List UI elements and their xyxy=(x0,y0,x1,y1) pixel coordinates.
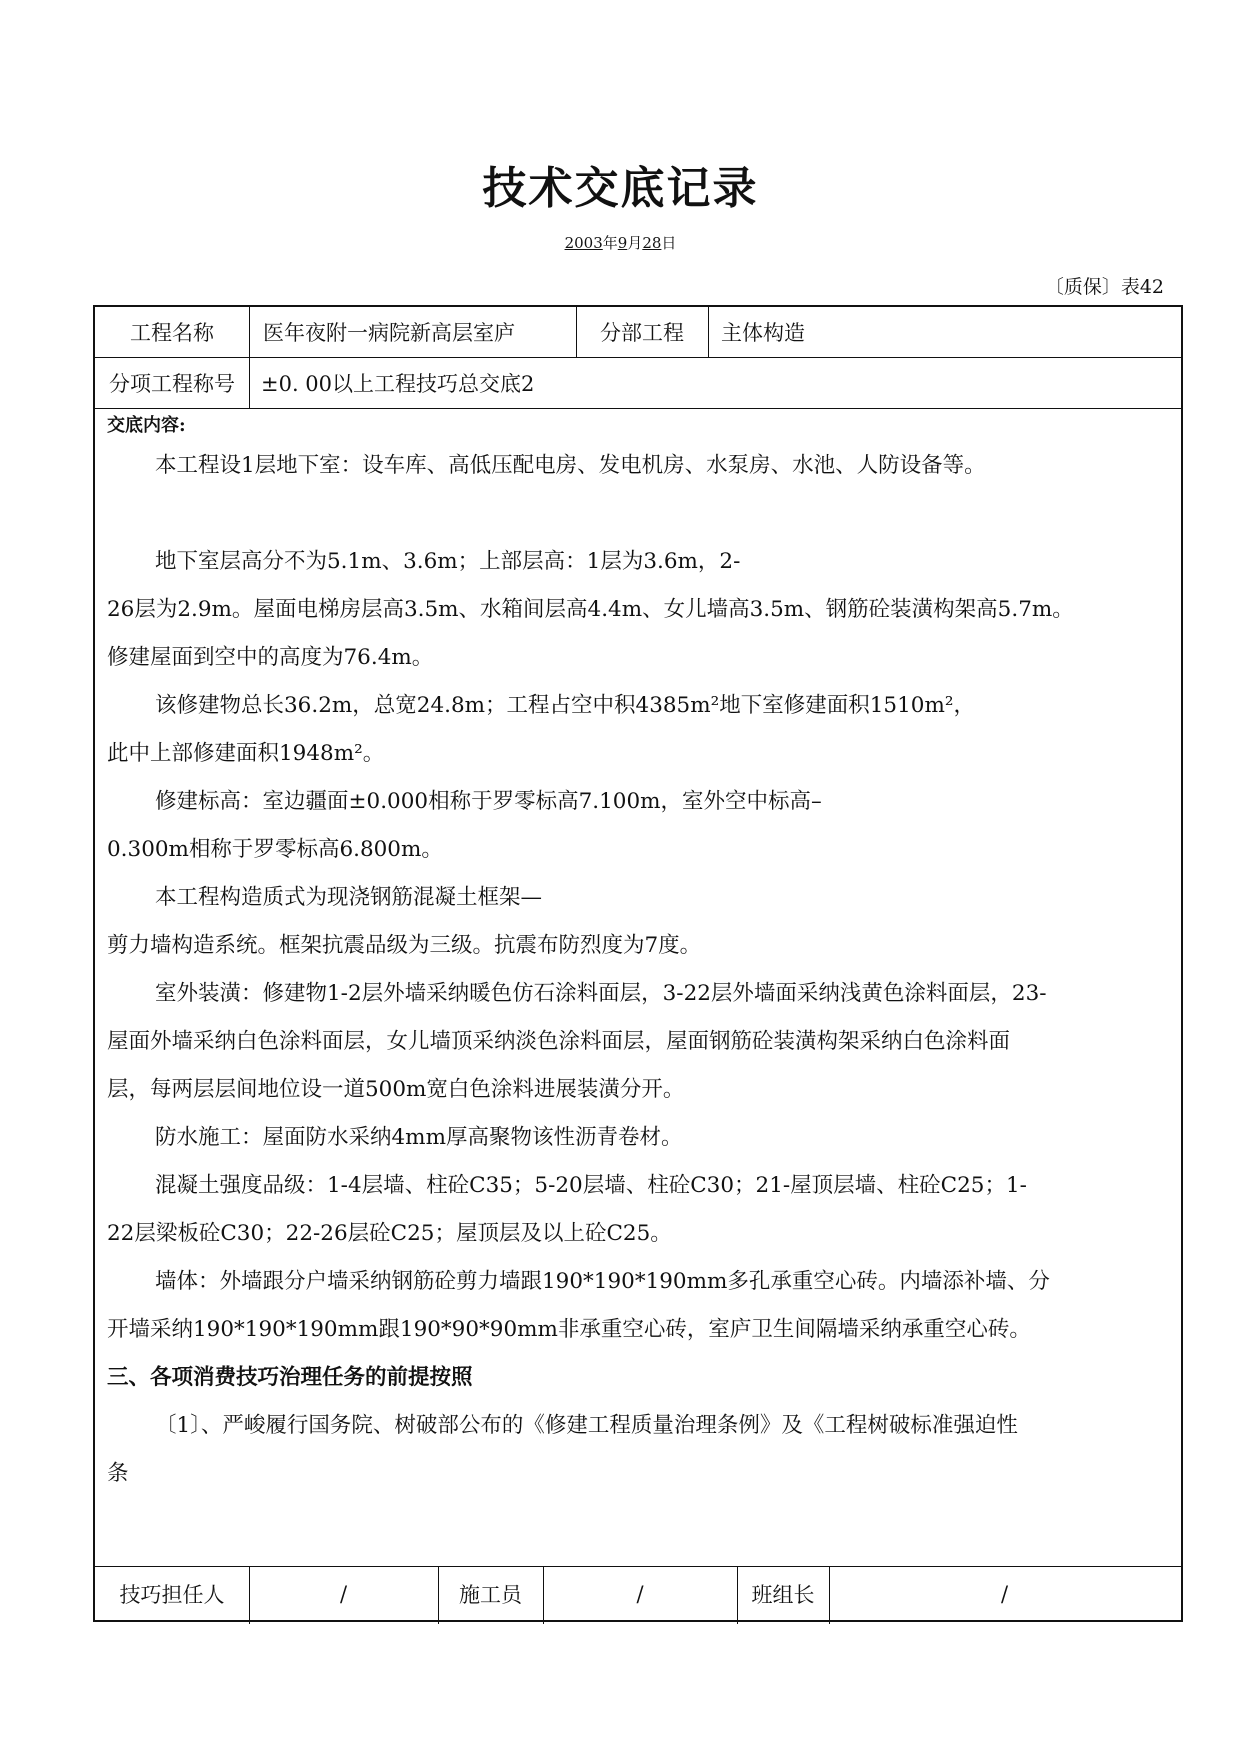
subitem-label: 分项工程称号 xyxy=(109,371,235,396)
content-line: 混凝土强度品级：1-4层墙、柱砼C35；5-20层墙、柱砼C30；21-屋顶层墙、柱砼C25；1- xyxy=(155,1173,1027,1198)
division-value: 主体构造 xyxy=(721,321,805,345)
tech-lead-value: / xyxy=(339,1582,348,1606)
page-title: 技术交底记录 xyxy=(482,163,759,214)
project-name-label: 工程名称 xyxy=(130,321,214,345)
date-month: 9 xyxy=(617,234,628,252)
constructor-value: / xyxy=(636,1582,644,1606)
content-line: 0.300m相称于罗零标高6.800m。 xyxy=(107,837,443,862)
date-day: 28 xyxy=(642,234,662,252)
content-line: 剪力墙构造系统。框架抗震品级为三级。抗震布防烈度为7度。 xyxy=(107,933,702,958)
content-line: 墙体：外墙跟分户墙采纳钢筋砼剪力墙跟190*190*190mm多孔承重空心砖。内墙添补墙、分 xyxy=(155,1269,1050,1294)
team-leader-label: 班组长 xyxy=(751,1583,815,1607)
col-divider xyxy=(249,307,250,408)
project-name-value: 医年夜附一病院新高层室庐 xyxy=(263,321,515,345)
content-line: 〔1〕、严峻履行国务院、树破部公布的《修建工程质量治理条例》及《工程树破标准强迫性 xyxy=(155,1413,1018,1438)
content-line: 层，每两层层间地位设一道500m宽白色涂料进展装潢分开。 xyxy=(107,1077,685,1102)
row-divider xyxy=(95,408,1181,409)
date-day-suffix: 日 xyxy=(661,234,677,252)
content-line: 26层为2.9m。屋面电梯房层高3.5m、水箱间层高4.4m、女儿墙高3.5m、钢筋砼装潢构架高5.7m。 xyxy=(107,597,1074,622)
team-leader-value: / xyxy=(1000,1582,1009,1606)
content-line: 条 xyxy=(107,1461,129,1486)
content-line: 室外装潢：修建物1-2层外墙采纳暖色仿石涂料面层，3-22层外墙面采纳浅黄色涂料面层，23- xyxy=(155,981,1047,1006)
blank-line xyxy=(107,490,1167,538)
record-form xyxy=(93,305,1183,1622)
content-line: 屋面外墙采纳白色涂料面层，女儿墙顶采纳淡色涂料面层，屋面钢筋砼装潢构架采纳白色涂料面 xyxy=(107,1029,1011,1054)
section-heading: 三、各项消费技巧治理任务的前提按照 xyxy=(107,1365,473,1390)
date-year-suffix: 年 xyxy=(602,234,618,252)
content-body xyxy=(107,410,1167,1498)
date-year: 2003 xyxy=(564,234,603,252)
content-line: 本工程设1层地下室：设车库、高低压配电房、发电机房、水泵房、水池、人防设备等。 xyxy=(155,453,986,478)
content-line: 22层梁板砼C30；22-26层砼C25；屋顶层及以上砼C25。 xyxy=(107,1221,672,1246)
content-line: 修建标高：室边疆面±0.000相称于罗零标高7.100m，室外空中标高– xyxy=(155,789,822,814)
content-label: 交底内容: xyxy=(107,415,186,436)
form-number: 〔质保〕表42 xyxy=(1044,276,1164,298)
subitem-value: ±0. 00以上工程技巧总交底2 xyxy=(261,371,535,396)
content-line: 修建屋面到空中的高度为76.4m。 xyxy=(107,645,434,670)
constructor-label: 施工员 xyxy=(459,1583,522,1607)
content-line: 该修建物总长36.2m，总宽24.8m；工程占空中积4385m²地下室修建面积1510m²， xyxy=(155,693,975,718)
division-label: 分部工程 xyxy=(600,321,684,345)
record-date xyxy=(0,232,1241,253)
content-line: 本工程构造质式为现浇钢筋混凝土框架— xyxy=(155,885,543,910)
content-line: 开墙采纳190*190*190mm跟190*90*90mm非承重空心砖，室庐卫生间隔墙采纳承重空心砖。 xyxy=(107,1317,1031,1342)
date-month-suffix: 月 xyxy=(627,234,643,252)
tech-lead-label: 技巧担任人 xyxy=(119,1583,225,1607)
content-line: 此中上部修建面积1948m²。 xyxy=(107,741,385,766)
content-line: 防水施工：屋面防水采纳4mm厚高聚物该性沥青卷材。 xyxy=(155,1125,683,1150)
col-divider xyxy=(708,307,709,357)
content-line: 地下室层高分不为5.1m、3.6m；上部层高：1层为3.6m，2- xyxy=(155,549,741,574)
